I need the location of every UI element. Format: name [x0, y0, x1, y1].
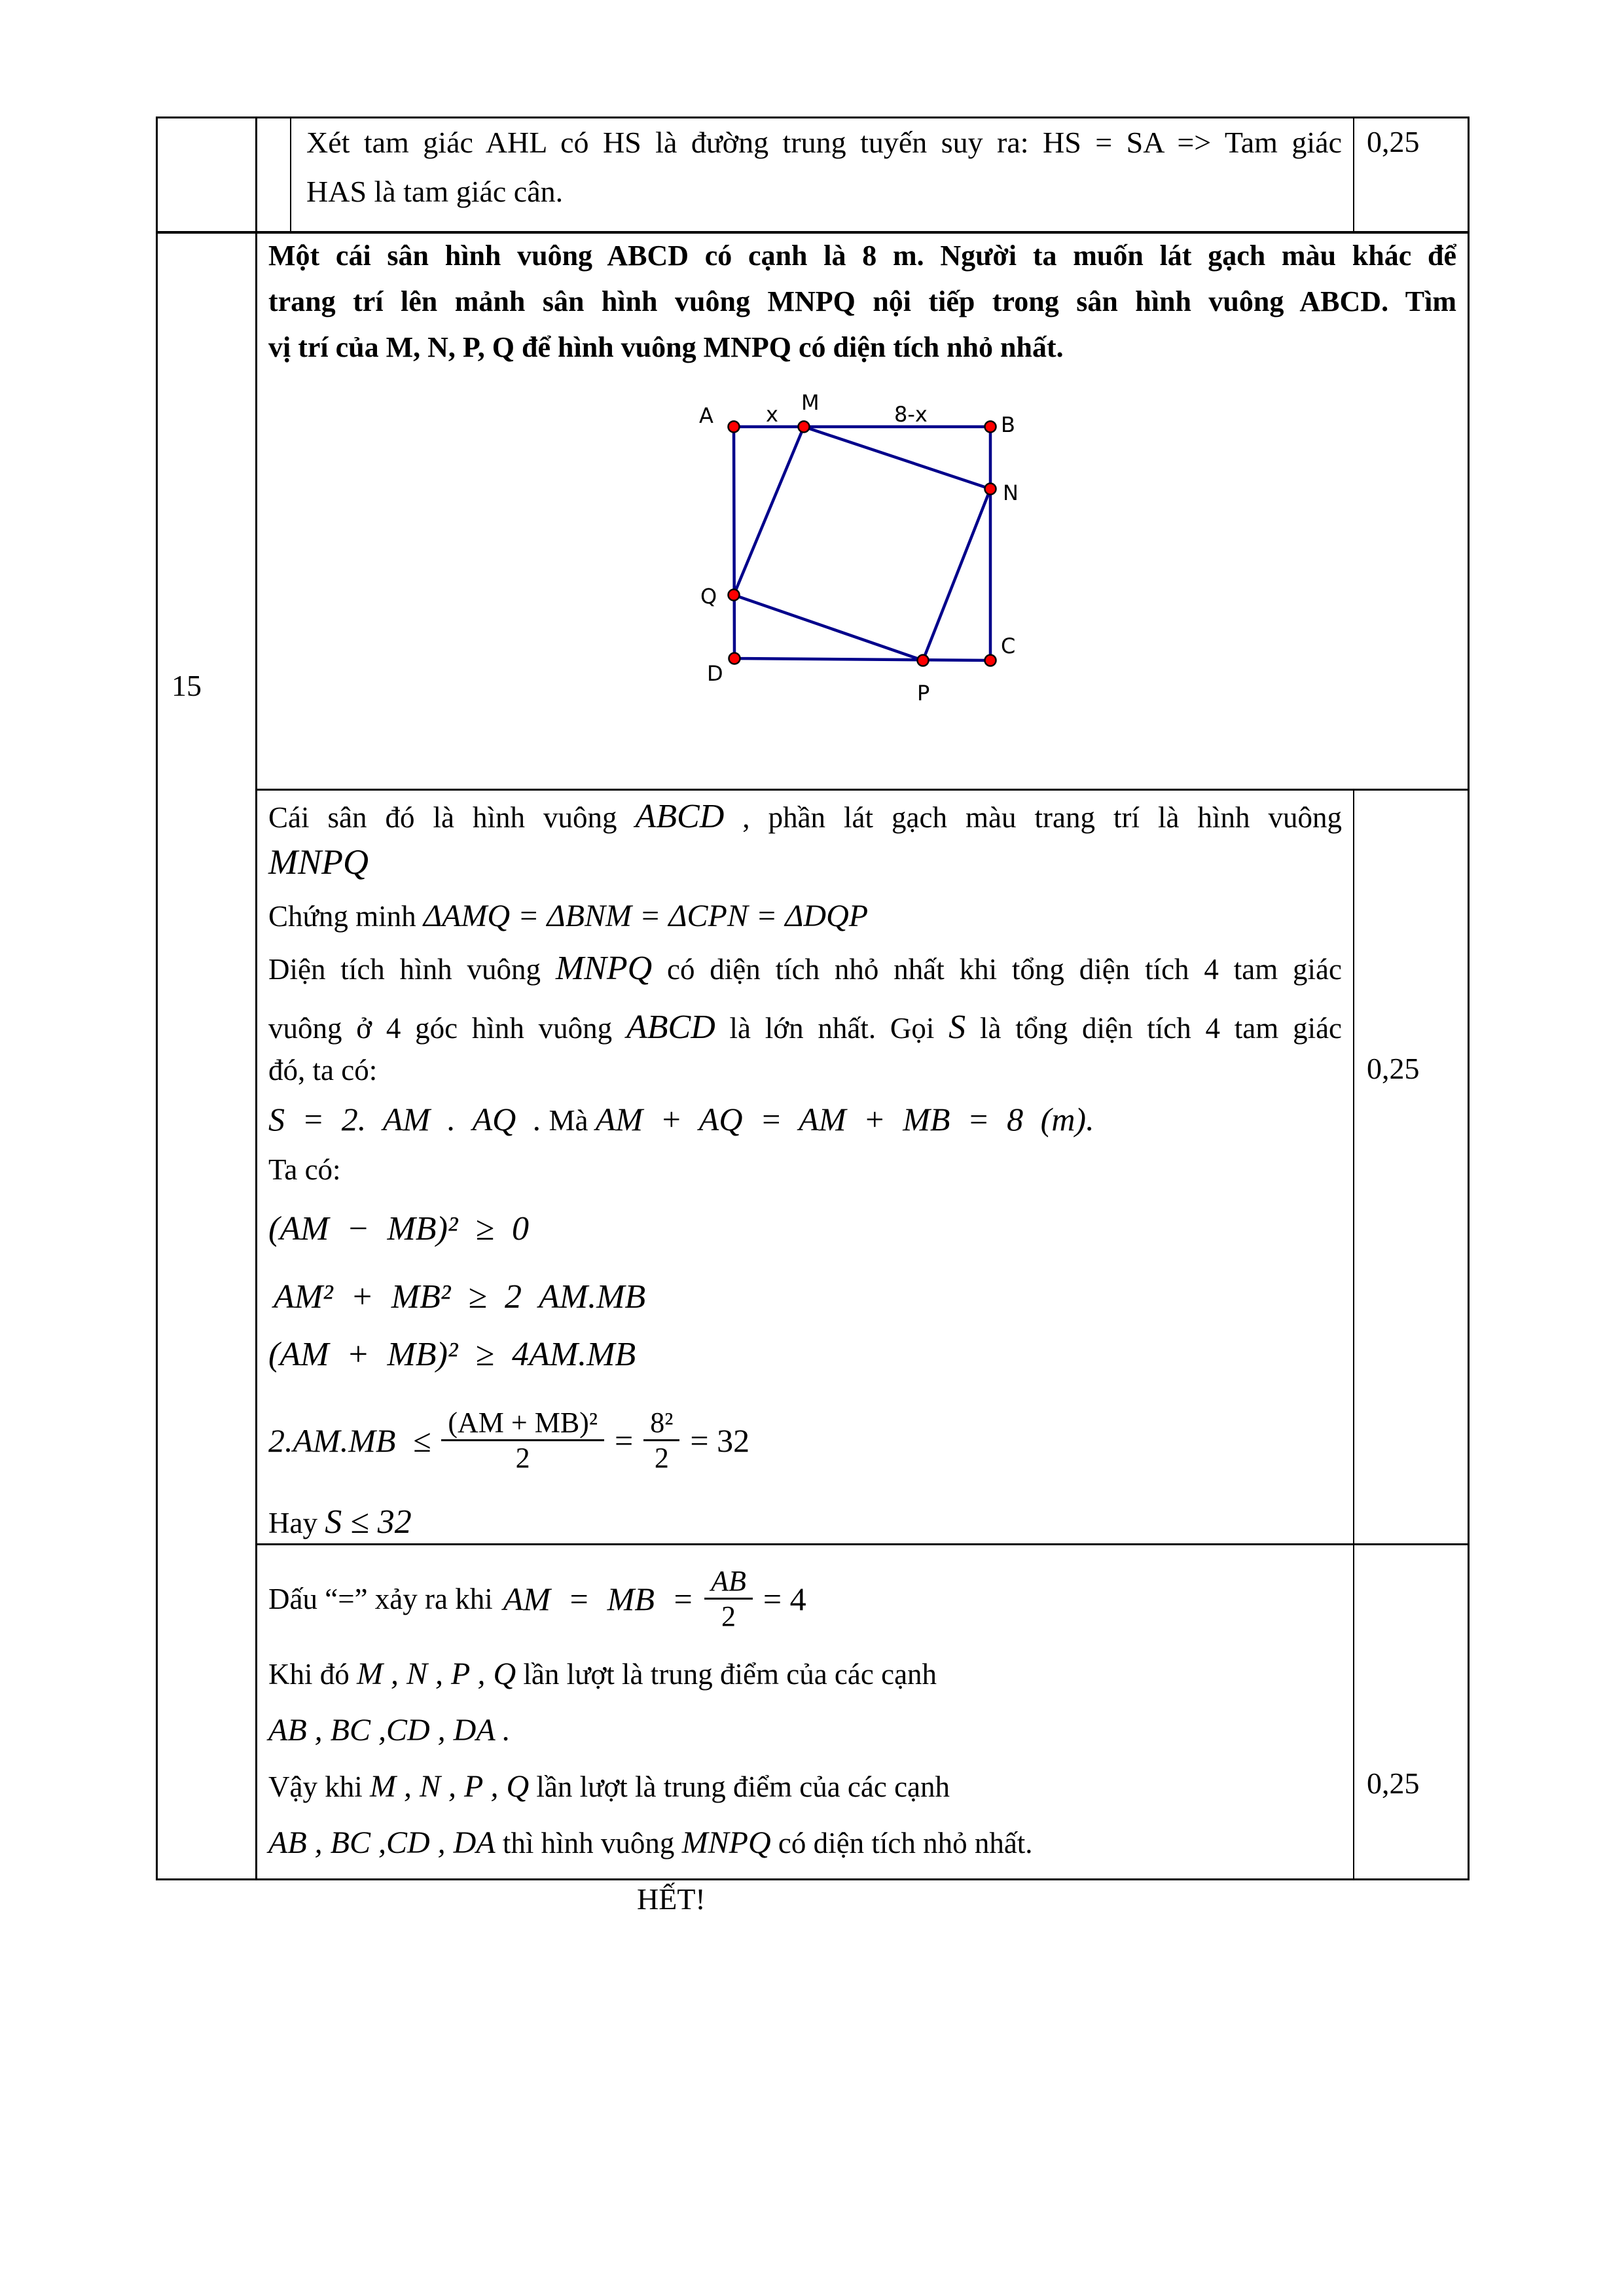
- conclusion-2-math: M , N , P , Q: [357, 1657, 516, 1691]
- formula-5-math: S ≤ 32: [325, 1503, 412, 1541]
- formula-5-text: Hay: [268, 1507, 325, 1539]
- table-col-line-subpart-row1: [290, 117, 291, 231]
- figure-label-8x: 8-x: [894, 402, 928, 427]
- figure-label-a: A: [699, 403, 713, 428]
- geometry-figure: [681, 380, 1047, 720]
- solution-line-1-math-abcd: ABCD: [635, 798, 725, 835]
- prev-answer-line-2: HAS là tam giác cân.: [306, 175, 564, 208]
- figure-label-n: N: [1003, 480, 1019, 505]
- solution-line-5-text-a: vuông ở 4 góc hình vuông: [268, 1012, 626, 1045]
- formula-4-fraction-2-numerator: 8²: [643, 1406, 679, 1441]
- solution-line-4-text-b: có diện tích nhỏ nhất khi tổng diện tích 4 tam giác: [652, 953, 1342, 986]
- solution-line-5-text-c: là tổng diện tích 4 tam giác: [965, 1012, 1342, 1045]
- solution-line-3-math: ΔAMQ = ΔBNM = ΔCPN = ΔDQP: [423, 899, 869, 933]
- conclusion-1-math-b: = 4: [763, 1580, 806, 1617]
- figure-label-m: M: [801, 390, 820, 415]
- vertex-dot-a: [729, 422, 740, 433]
- point-dot-n: [985, 484, 996, 495]
- solution-line-5-math-s: S: [948, 1009, 966, 1046]
- solution-line-8: Ta có:: [268, 1153, 341, 1186]
- solution-line-7: [268, 1101, 1094, 1139]
- table-col-line-score-solution: [1353, 789, 1354, 1880]
- figure-label-p: P: [917, 681, 930, 706]
- conclusion-4-text-a: Vậy khi: [268, 1770, 370, 1803]
- conclusion-line-5: [268, 1825, 1033, 1861]
- conclusion-1-math-a: AM = MB =: [503, 1580, 695, 1617]
- solution-line-4: [268, 949, 1342, 988]
- solution-line-7-math-b: AM + AQ = AM + MB = 8 (m).: [595, 1101, 1094, 1138]
- formula-line-4: [268, 1406, 749, 1475]
- conclusion-1-text: Dấu “=” xảy ra khi: [268, 1582, 493, 1615]
- vertex-dot-b: [985, 422, 996, 433]
- score-cell-solution1: 0,25: [1367, 1052, 1420, 1085]
- conclusion-line-2: [268, 1656, 937, 1692]
- conclusion-3-math: AB , BC ,CD , DA .: [268, 1713, 511, 1748]
- conclusion-1-fraction-numerator: AB: [704, 1564, 753, 1600]
- solution-line-2-math-mnpq: MNPQ: [268, 842, 369, 882]
- point-dot-m: [799, 422, 810, 433]
- end-marker: HẾT!: [637, 1882, 706, 1916]
- figure-label-q: Q: [700, 584, 717, 609]
- formula-1-math: (AM − MB)² ≥ 0: [268, 1210, 530, 1247]
- conclusion-line-1: [268, 1564, 806, 1633]
- conclusion-1-fraction: [704, 1564, 753, 1633]
- formula-line-2: [274, 1278, 645, 1317]
- formula-3-math: (AM + MB)² ≥ 4AM.MB: [268, 1336, 636, 1373]
- square-abcd: [734, 427, 990, 660]
- table-row-line-2: [255, 789, 1470, 791]
- solution-line-4-text-a: Diện tích hình vuông: [268, 953, 556, 986]
- conclusion-5-text-b: có diện tích nhỏ nhất.: [770, 1827, 1033, 1859]
- solution-line-1-text-a: Cái sân đó là hình vuông: [268, 801, 636, 834]
- vertex-dot-c: [985, 655, 996, 666]
- conclusion-5-text-a: thì hình vuông: [495, 1827, 682, 1859]
- conclusion-line-4: [268, 1768, 950, 1804]
- formula-line-3: [268, 1335, 636, 1374]
- point-dot-p: [918, 655, 929, 666]
- solution-line-3-text: Chứng minh: [268, 900, 424, 933]
- formula-line-5: [268, 1503, 412, 1542]
- formula-4-fraction-1: [441, 1406, 604, 1475]
- conclusion-line-3: [268, 1712, 511, 1748]
- table-row-line-3: [255, 1543, 1470, 1545]
- solution-line-1-text-b: , phần lát gạch màu trang trí là hình vuông: [724, 801, 1342, 834]
- score-cell-solution2: 0,25: [1367, 1767, 1420, 1800]
- table-col-line-question-number: [255, 117, 257, 1880]
- solution-line-7-math-a: S = 2. AM . AQ .: [268, 1101, 542, 1138]
- formula-4-equals-1: =: [615, 1422, 634, 1459]
- formula-4-lhs: 2.AM.MB ≤: [268, 1422, 431, 1459]
- solution-line-5: [268, 1008, 1342, 1047]
- solution-line-5-math-abcd: ABCD: [626, 1009, 715, 1046]
- score-cell-row1: 0,25: [1367, 125, 1420, 158]
- table-row-line-1: [156, 231, 1470, 234]
- solution-line-5-text-b: là lớn nhất. Gọi: [715, 1012, 949, 1045]
- solution-line-4-math-mnpq: MNPQ: [555, 950, 653, 987]
- conclusion-4-math: M , N , P , Q: [369, 1769, 530, 1804]
- figure-label-x: x: [766, 402, 778, 427]
- prev-answer-line-1: Xét tam giác AHL có HS là đường trung tuyến suy ra: HS = SA => Tam giác: [306, 126, 1342, 159]
- point-dot-q: [729, 590, 740, 601]
- figure-label-d: D: [707, 661, 723, 686]
- solution-line-7-text: Mà: [541, 1104, 596, 1137]
- figure-label-c: C: [1001, 634, 1016, 658]
- conclusion-2-text-a: Khi đó: [268, 1658, 357, 1691]
- formula-4-fraction-1-numerator: (AM + MB)²: [441, 1406, 604, 1441]
- conclusion-2-text-b: lần lượt là trung điểm của các cạnh: [516, 1658, 937, 1691]
- formula-line-1: [268, 1210, 529, 1249]
- problem-statement-line-2: trang trí lên mảnh sân hình vuông MNPQ nội tiếp trong sân hình vuông ABCD. Tìm: [268, 285, 1456, 317]
- table-col-line-score-row1: [1353, 117, 1354, 231]
- figure-label-b: B: [1001, 412, 1015, 437]
- formula-4-fraction-2-denominator: 2: [654, 1442, 669, 1474]
- solution-line-6: đó, ta có:: [268, 1054, 378, 1086]
- problem-statement-line-1: Một cái sân hình vuông ABCD có cạnh là 8 m. Người ta muốn lát gạch màu khác để: [268, 240, 1456, 272]
- conclusion-5-math-a: AB , BC ,CD , DA: [268, 1825, 496, 1860]
- conclusion-1-fraction-denominator: 2: [721, 1600, 736, 1632]
- formula-4-fraction-2: [643, 1406, 679, 1475]
- vertex-dot-d: [729, 653, 740, 664]
- solution-line-1: [268, 797, 1342, 836]
- conclusion-5-math-b: MNPQ: [681, 1825, 771, 1860]
- formula-4-equals-32: = 32: [690, 1422, 750, 1459]
- question-number: 15: [171, 669, 202, 702]
- solution-line-3: [268, 898, 868, 934]
- formula-4-fraction-1-denominator: 2: [515, 1442, 530, 1474]
- square-mnpq: [734, 427, 990, 660]
- problem-statement-line-3: vị trí của M, N, P, Q để hình vuông MNPQ có diện tích nhỏ nhất.: [268, 331, 1064, 363]
- conclusion-4-text-b: lần lượt là trung điểm của các cạnh: [529, 1770, 950, 1803]
- solution-line-2: [268, 842, 369, 882]
- formula-2-math: AM² + MB² ≥ 2 AM.MB: [274, 1278, 646, 1316]
